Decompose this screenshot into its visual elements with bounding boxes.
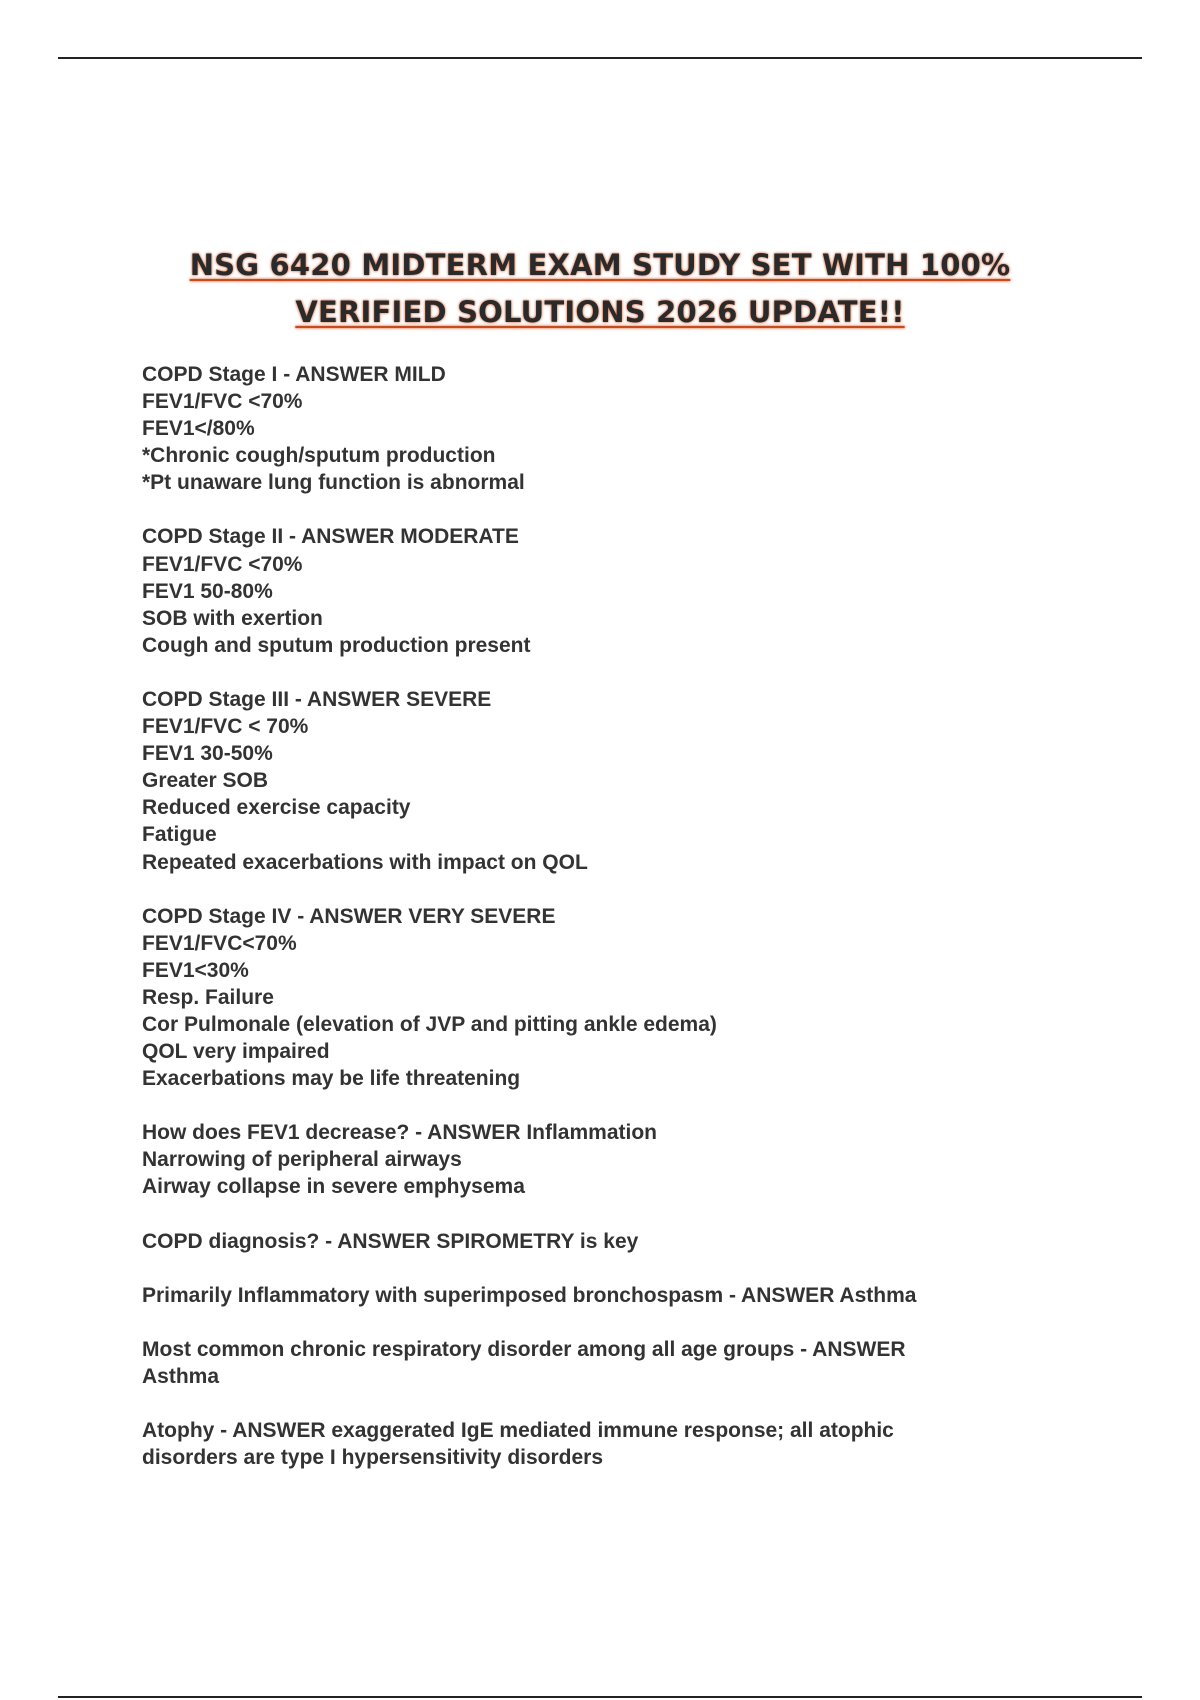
qa-line: Atophy - ANSWER exaggerated IgE mediated immune response; all atophic: [142, 1418, 894, 1442]
qa-line: Airway collapse in severe emphysema: [142, 1175, 525, 1199]
qa-line: FEV1/FVC <70%: [142, 390, 303, 414]
qa-line: FEV1/FVC<70%: [142, 931, 297, 955]
qa-block-copd-stage-4: [142, 903, 1062, 1093]
qa-line: Resp. Failure: [142, 985, 274, 1009]
qa-line: Asthma: [142, 1364, 220, 1388]
qa-line: Narrowing of peripheral airways: [142, 1148, 462, 1172]
qa-block-common-disorder: [142, 1336, 1062, 1390]
qa-line: Cor Pulmonale (elevation of JVP and pitting ankle edema): [142, 1012, 717, 1036]
qa-line: Most common chronic respiratory disorder among all age groups - ANSWER: [142, 1337, 906, 1361]
qa-line: FEV1<30%: [142, 958, 249, 982]
title-line-1: NSG 6420 MIDTERM EXAM STUDY SET WITH 100%: [189, 248, 1011, 282]
qa-line: FEV1 50-80%: [142, 579, 273, 603]
qa-line: COPD Stage III - ANSWER SEVERE: [142, 687, 492, 711]
qa-block-inflammatory-asthma: [142, 1282, 1062, 1309]
qa-line: FEV1/FVC <70%: [142, 552, 303, 576]
document-title: [120, 242, 1080, 336]
qa-line: Reduced exercise capacity: [142, 796, 411, 820]
qa-line: Exacerbations may be life threatening: [142, 1067, 521, 1091]
qa-line: COPD Stage I - ANSWER MILD: [142, 363, 446, 386]
qa-line: FEV1/FVC < 70%: [142, 715, 309, 739]
qa-block-copd-stage-2: [142, 523, 1062, 658]
qa-line: How does FEV1 decrease? - ANSWER Inflammation: [142, 1121, 657, 1145]
title-line-2: VERIFIED SOLUTIONS 2026 UPDATE!!: [295, 295, 905, 329]
qa-line: *Pt unaware lung function is abnormal: [142, 471, 525, 495]
qa-block-atophy: [142, 1417, 1062, 1471]
qa-line: Fatigue: [142, 823, 217, 847]
qa-line: SOB with exertion: [142, 606, 323, 630]
qa-line: Greater SOB: [142, 769, 269, 793]
qa-line: disorders are type I hypersensitivity disorders: [142, 1446, 604, 1469]
study-set-content: [142, 361, 1062, 1498]
bottom-rule: [58, 1696, 1142, 1698]
qa-line: FEV1 30-50%: [142, 742, 273, 766]
qa-line: COPD Stage II - ANSWER MODERATE: [142, 525, 519, 549]
top-rule: [58, 57, 1142, 59]
qa-line: Primarily Inflammatory with superimposed bronchospasm - ANSWER Asthma: [142, 1283, 917, 1307]
qa-line: QOL very impaired: [142, 1040, 330, 1064]
qa-block-copd-stage-1: [142, 361, 1062, 496]
qa-line: Cough and sputum production present: [142, 633, 531, 657]
qa-line: COPD diagnosis? - ANSWER SPIROMETRY is key: [142, 1229, 639, 1253]
qa-line: FEV1</80%: [142, 417, 255, 441]
qa-block-copd-diagnosis: [142, 1228, 1062, 1255]
qa-line: *Chronic cough/sputum production: [142, 444, 496, 468]
qa-block-fev1-decrease: [142, 1119, 1062, 1200]
qa-block-copd-stage-3: [142, 686, 1062, 876]
qa-line: COPD Stage IV - ANSWER VERY SEVERE: [142, 904, 556, 928]
qa-line: Repeated exacerbations with impact on QOL: [142, 850, 588, 874]
